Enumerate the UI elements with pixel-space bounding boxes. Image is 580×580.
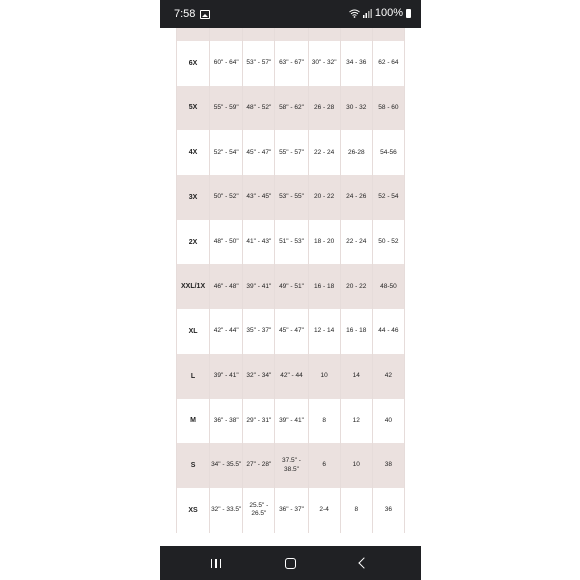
status-right-group [349,7,411,19]
size-chart-view[interactable] [160,28,421,546]
table-cell: 42" - 44 [275,354,308,399]
table-cell: 62 - 64 [372,41,404,86]
table-row [177,309,405,354]
table-cell: 39" - 41" [275,399,308,444]
size-label: M [177,399,210,444]
table-cell: 29" - 31" [243,399,275,444]
table-cell: 22 - 24 [340,220,372,265]
table-cell: 52 - 54 [372,175,404,220]
size-label: XL [177,309,210,354]
table-cell: 48" - 50" [210,220,243,265]
table-cell: 20 - 22 [308,175,340,220]
status-time: 7:58 [174,8,196,20]
size-label: L [177,354,210,399]
table-cell: 48-50 [372,264,404,309]
size-label: S [177,443,210,488]
gallery-icon [200,10,210,19]
table-row [177,220,405,265]
table-cell: 32" - 33.5" [210,488,243,533]
table-cell: 22 - 24 [308,130,340,175]
table-cell: 27" - 28" [243,443,275,488]
table-row [177,443,405,488]
table-cell: 37.5" - 38.5" [275,443,308,488]
table-cell: 46" - 48" [210,264,243,309]
table-cell: 45" - 47" [243,130,275,175]
table-cell: 34 - 36 [340,41,372,86]
table-cell: 2-4 [308,488,340,533]
table-cell: 54-56 [372,130,404,175]
table-cell: 55" - 57" [275,130,308,175]
home-button[interactable] [260,546,320,580]
table-cell: 10 [308,354,340,399]
size-label: 2X [177,220,210,265]
table-cell: 40 [372,399,404,444]
table-cell: 39" - 41" [210,354,243,399]
table-cell: 18 - 20 [308,220,340,265]
table-cell: 55" - 59" [210,86,243,131]
size-label: 3X [177,175,210,220]
table-cell: 16 - 18 [308,264,340,309]
table-cell: 53" - 55" [275,175,308,220]
table-cell: 30" - 32" [308,41,340,86]
recents-button[interactable] [186,546,246,580]
wifi-icon [349,9,360,18]
table-cell: 36 [372,488,404,533]
table-cell: 39" - 41" [243,264,275,309]
table-row [177,86,405,131]
home-icon [285,558,296,569]
table-row [177,354,405,399]
table-cell: 51" - 53" [275,220,308,265]
size-label: XXL/1X [177,264,210,309]
table-row [177,488,405,533]
recents-icon [211,559,222,568]
size-label: XS [177,488,210,533]
table-cell: 24 - 26 [340,175,372,220]
table-cell: 41" - 43" [243,220,275,265]
table-cell: 35" - 37" [243,309,275,354]
table-cell: 36" - 37" [275,488,308,533]
status-bar [160,0,421,28]
size-label: 4X [177,130,210,175]
battery-icon [406,9,411,18]
size-label: 5X [177,86,210,131]
table-cell: 26 - 28 [308,86,340,131]
table-cell: 34" - 35.5" [210,443,243,488]
table-row [177,175,405,220]
table-cell: 14 [340,354,372,399]
table-row [177,130,405,175]
table-cell: 42" - 44" [210,309,243,354]
table-cell: 25.5" - 26.5" [243,488,275,533]
navigation-bar [160,546,421,580]
table-cell: 20 - 22 [340,264,372,309]
table-cell: 26-28 [340,130,372,175]
table-cell: 12 - 14 [308,309,340,354]
table-cell: 52" - 54" [210,130,243,175]
table-cell: 42 [372,354,404,399]
table-cell: 48" - 52" [243,86,275,131]
table-row-partial [177,28,405,41]
table-cell: 38 [372,443,404,488]
table-cell: 49" - 51" [275,264,308,309]
table-cell: 45" - 47" [275,309,308,354]
table-cell: 12 [340,399,372,444]
table-cell: 32" - 34" [243,354,275,399]
table-row [177,264,405,309]
table-row [177,41,405,86]
table-cell: 63" - 67" [275,41,308,86]
table-cell: 53" - 57" [243,41,275,86]
size-chart-table [176,28,405,533]
table-cell: 6 [308,443,340,488]
table-cell: 8 [340,488,372,533]
table-cell: 50" - 52" [210,175,243,220]
signal-icon [363,9,372,18]
table-cell: 30 - 32 [340,86,372,131]
table-row [177,399,405,444]
table-cell: 44 - 46 [372,309,404,354]
battery-level: 100% [374,7,403,19]
table-cell: 60" - 64" [210,41,243,86]
table-cell: 50 - 52 [372,220,404,265]
table-cell: 58" - 62" [275,86,308,131]
back-icon [358,557,369,568]
table-cell: 43" - 45" [243,175,275,220]
table-cell: 36" - 38" [210,399,243,444]
table-cell: 16 - 18 [340,309,372,354]
table-cell: 8 [308,399,340,444]
phone-screen [160,0,421,580]
table-cell: 58 - 60 [372,86,404,131]
back-button[interactable] [332,546,392,580]
size-label: 6X [177,41,210,86]
table-cell: 10 [340,443,372,488]
